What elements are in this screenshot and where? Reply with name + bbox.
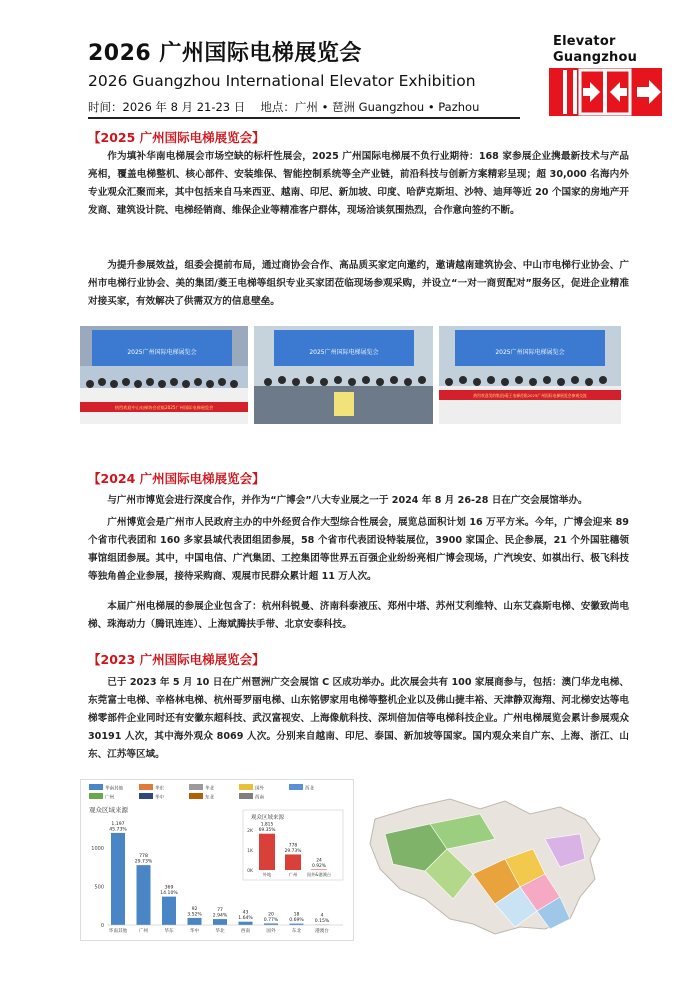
audience-source-chart-svg	[81, 780, 353, 940]
audience-source-chart	[80, 779, 354, 941]
bar-value-label: 4	[320, 913, 324, 919]
x-tick-label: 华北	[215, 929, 225, 934]
photo-2-sign: 2025广州国际电梯展览会	[309, 349, 379, 356]
bar-percent-label: 2.94%	[212, 913, 228, 919]
x-tick-label: 广州	[138, 929, 149, 934]
inset-bar	[259, 834, 275, 870]
inset-bar-value-label: 778	[288, 843, 298, 849]
exhibition-photo-3	[439, 326, 621, 424]
inset-chart-title: 观众区域来源	[251, 815, 285, 821]
section-2025-paragraph-2: 为提升参展效益，组委会提前布局，通过商协会合作、高品质买家定向邀约，邀请越南建筑协会、中山市电梯行业协会、广州市电梯行业协会、美的集团/菱王电梯等组织专业买家团莅临现场参观采购，并设立“一对一商贸配对”服务区，促进企业精准对接买家，有效解决了供需双方的信息壁垒。	[88, 260, 629, 307]
inset-bar-value-label: 24	[316, 858, 322, 864]
bar-percent-label: 14.10%	[160, 891, 178, 897]
legend-swatch	[89, 784, 103, 790]
exhibition-photo-2	[254, 326, 433, 424]
legend-swatch	[189, 793, 203, 799]
section-2025-heading: 【2025 广州国际电梯展览会】	[88, 130, 265, 145]
x-tick-label: 华南其他	[108, 929, 128, 934]
bar	[239, 922, 253, 925]
bar-value-label: 1,197	[111, 821, 125, 827]
photo-3-banner: 热烈欢迎美的集团/菱王电梯莅临2025广州国际电梯展览会参观交流	[473, 393, 587, 398]
inset-x-tick-label: 广州	[288, 872, 298, 877]
bar-percent-label: 1.64%	[238, 916, 253, 922]
bar-percent-label: 29.73%	[134, 859, 153, 865]
section-2024-paragraph-2: 广州博览会是广州市人民政府主办的中外经贸合作大型综合性展会，展览总面积计划 16 万平方米。今年，广博会迎来 89 个省市代表团和 160 多家县域代表团组团参展，58 个省市代表团设特装展位，3900 家国企、民企参展，21 个外国驻穗领事馆组团参展。其中，中国电信、广汽集团、工控集团等世界五百强企业纷纷亮相广博会现场，广汽埃安、如祺出行、极飞科技等独角兽企业参展，接待采购商、观展市民群众累计超 11 万人次。	[88, 517, 629, 582]
inset-bar-value-label: 1,815	[260, 822, 274, 828]
legend-label: 广州	[105, 795, 114, 801]
inset-x-tick-label: 国外&港澳台	[306, 872, 332, 877]
inset-bar-percent-label: 69.35%	[258, 828, 276, 834]
bar	[188, 918, 202, 925]
bar	[137, 865, 151, 925]
legend-swatch	[139, 793, 153, 799]
bar	[162, 897, 176, 925]
y-tick-label: 500	[94, 884, 104, 891]
bar-percent-label: 0.69%	[289, 918, 304, 924]
x-tick-label: 华中	[189, 929, 200, 934]
legend-swatch	[239, 793, 253, 799]
legend-label: 华东	[155, 786, 164, 792]
legend-label: 华北	[205, 786, 214, 792]
photo-1-sign: 2025广州国际电梯展览会	[127, 349, 197, 356]
logo-line-2: Guangzhou	[553, 50, 638, 65]
inset-y-tick-label: 0K	[247, 869, 253, 874]
legend-label: 华南其他	[105, 786, 123, 792]
section-2023-paragraph-1: 已于 2023 年 5 月 10 日在广州琶洲广交会展馆 C 区成功举办。此次展会共有 100 家展商参与，包括：澳门华龙电梯、东莞富士电梯、辛格林电梯、杭州哥罗丽电梯、山东铭锣家用电梯等整机企业以及佛山捷丰裕、天津静双海翔、河北梯安达等电梯零部件企业同时还有安徽东超科技、武汉富视安、上海像航科技、深圳倍加信等电梯科技企业。广州电梯展览会累计参展观众 30191 人次，其中海外观众 8069 人次。分别来自越南、印尼、泰国、新加坡等国家。国内观众来自广东、上海、浙江、山东、江苏等区域。	[88, 677, 629, 760]
section-2024-paragraph-1: 与广州市博览会进行深度合作，并作为“广博会”八大专业展之一于 2024 年 8 月 26-28 日在广交会展馆举办。	[107, 495, 588, 506]
legend-label: 西南	[255, 795, 264, 801]
inset-bar	[285, 854, 301, 870]
section-2024-heading: 【2024 广州国际电梯展览会】	[88, 471, 265, 486]
bar-value-label: 20	[268, 912, 274, 918]
section-2024-paragraph-3: 本届广州电梯展的参展企业包含了：杭州科锐曼、济南科泰液压、郑州中塔、苏州艾利维特、山东艾森斯电梯、安徽致尚电梯、珠海动力（腾讯连连）、上海斌腾扶手带、北京安泰科技。	[88, 601, 629, 630]
x-tick-label: 华东	[164, 929, 174, 934]
legend-swatch	[289, 784, 303, 790]
inset-bar-percent-label: 0.92%	[312, 864, 326, 870]
elevator-guangzhou-logo	[549, 32, 662, 114]
legend-swatch	[189, 784, 203, 790]
page-title: 2026 广州国际电梯展览会	[88, 41, 362, 66]
bar	[213, 919, 227, 925]
chart-title: 观众区域来源	[89, 806, 128, 814]
y-tick-label: 1000	[91, 846, 104, 853]
legend-label: 华中	[155, 795, 164, 801]
section-2023-heading: 【2023 广州国际电梯展览会】	[88, 652, 265, 667]
legend-swatch	[139, 784, 153, 790]
x-tick-label: 国外	[266, 929, 276, 934]
bar	[111, 833, 125, 925]
legend-swatch	[89, 793, 103, 799]
legend-swatch	[239, 784, 253, 790]
bar-value-label: 92	[191, 906, 198, 912]
photo-1-banner: 热烈欢迎中山电梯协会莅临2025广州国际电梯展览会	[114, 405, 214, 410]
legend-label: 国外	[255, 786, 264, 792]
elevator-door-arrows-icon	[549, 68, 662, 116]
bar-percent-label: 45.73%	[109, 827, 127, 833]
y-tick-label: 0	[100, 923, 104, 929]
bar-value-label: 43	[242, 910, 249, 916]
bar-value-label: 778	[139, 854, 148, 860]
x-tick-label: 西南	[240, 929, 251, 934]
exhibition-photo-1	[80, 326, 248, 424]
bar-value-label: 18	[293, 912, 300, 918]
header-divider	[88, 117, 520, 119]
inset-y-tick-label: 1K	[247, 849, 253, 854]
page-subtitle: 2026 Guangzhou International Elevator Exhibition	[88, 72, 476, 90]
bar-percent-label: 3.52%	[187, 912, 202, 918]
x-tick-label: 东北	[291, 929, 302, 934]
inset-bar-percent-label: 29.73%	[284, 848, 302, 854]
logo-line-1: Elevator	[553, 34, 616, 49]
photo-3-sign: 2025广州国际电梯展览会	[495, 349, 565, 356]
bar-percent-label: 0.77%	[263, 917, 279, 923]
section-2025-paragraph-1: 作为填补华南电梯展会市场空缺的标杆性展会，2025 广州国际电梯展不负行业期待：168 家参展企业携最新技术与产品亮相，覆盖电梯整机、核心部件、安装维保、智能控制系统等全产业链，前沿科技与创新方案精彩呈现；超 30,000 名海内外专业观众汇聚而来，其中包括来自马来西亚、越南、印尼、新加坡、印度、哈萨克斯坦、沙特、迪拜等近 20 个国家的房地产开发商、建筑设计院、电梯经销商、维保企业等精准客户群体，现场洽谈氛围热烈，合作意向签约不断。	[88, 151, 629, 216]
x-tick-label: 港澳台	[315, 929, 329, 934]
inset-y-tick-label: 2K	[247, 829, 253, 834]
legend-label: 东北	[205, 795, 214, 801]
legend-label: 西北	[305, 786, 314, 792]
bar-value-label: 369	[164, 885, 174, 891]
bar-value-label: 77	[217, 908, 223, 914]
inset-x-tick-label: 外地	[262, 872, 272, 877]
china-audience-map	[355, 779, 625, 944]
bar-percent-label: 0.15%	[314, 919, 330, 925]
event-time-location: 时间：2026 年 8 月 21-23 日 地点：广州 • 琶洲 Guangzhou • Pazhou	[88, 100, 480, 114]
